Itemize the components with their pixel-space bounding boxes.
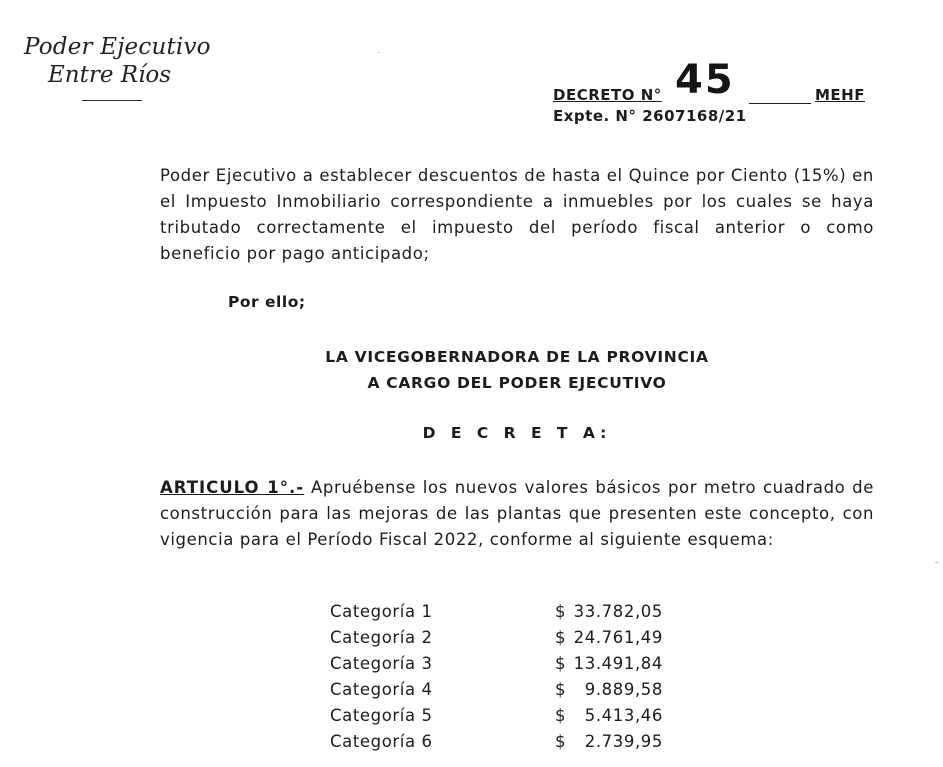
- article-1-label: ARTICULO 1°.-: [160, 478, 305, 497]
- category-name: Categoría 3: [330, 654, 433, 673]
- decreta-heading: D E C R E T A:: [422, 424, 612, 442]
- category-currency: $: [555, 732, 567, 751]
- article-1-paragraph: [160, 475, 874, 553]
- category-name: Categoría 6: [330, 732, 433, 751]
- category-currency: $: [555, 628, 567, 647]
- paragraph-considerando: Poder Ejecutivo a establecer descuentos de hasta el Quince por Ciento (15%) en el Impuesto Inmobiliario correspondiente a inmuebles por los cuales se haya tributado correctamente el impuesto del período fiscal anterior o como beneficio por pago anticipado;: [160, 166, 874, 263]
- category-currency: $: [555, 602, 567, 621]
- letterhead-line-2: Entre Ríos: [48, 62, 172, 88]
- authority-line-1: LA VICEGOBERNADORA DE LA PROVINCIA: [325, 348, 709, 366]
- category-currency: $: [555, 680, 567, 699]
- decree-header: [553, 57, 873, 132]
- category-name: Categoría 4: [330, 680, 433, 699]
- category-amount: 33.782,05: [573, 602, 663, 621]
- category-row: [330, 654, 690, 680]
- category-name: Categoría 5: [330, 706, 433, 725]
- authority-line-2: A CARGO DEL PODER EJECUTIVO: [367, 374, 667, 392]
- category-amount: 9.889,58: [584, 680, 663, 699]
- category-name: Categoría 2: [330, 628, 433, 647]
- category-row: [330, 628, 690, 654]
- category-amount: 24.761,49: [573, 628, 663, 647]
- category-amount: 13.491,84: [573, 654, 663, 673]
- authority-heading: [160, 344, 874, 396]
- letterhead: [24, 34, 224, 101]
- category-row: [330, 602, 690, 628]
- letterhead-divider: [82, 100, 142, 101]
- decree-expediente: Expte. N° 2607168/21: [553, 107, 747, 125]
- decree-ministry: MEHF: [815, 86, 865, 104]
- decree-number: 45: [675, 57, 735, 103]
- category-row: [330, 732, 690, 758]
- decree-label: DECRETO N°: [553, 86, 662, 104]
- category-currency: $: [555, 654, 567, 673]
- por-ello-heading: Por ello;: [228, 293, 306, 311]
- letterhead-line-1: Poder Ejecutivo: [24, 34, 211, 60]
- category-values-table: [330, 602, 690, 758]
- page-speck: [378, 52, 380, 53]
- category-name: Categoría 1: [330, 602, 433, 621]
- category-currency: $: [555, 706, 567, 725]
- page-speck: [935, 562, 939, 563]
- category-amount: 5.413,46: [584, 706, 663, 725]
- article-1-text: Apruébense los nuevos valores básicos por metro cuadrado de construcción para las mejoras de las plantas que presenten este concepto, con vigencia para el Período Fiscal 2022, conforme al siguiente esquema:: [160, 478, 874, 549]
- category-amount: 2.739,95: [584, 732, 663, 751]
- category-row: [330, 706, 690, 732]
- category-row: [330, 680, 690, 706]
- decree-number-underline: [749, 103, 811, 104]
